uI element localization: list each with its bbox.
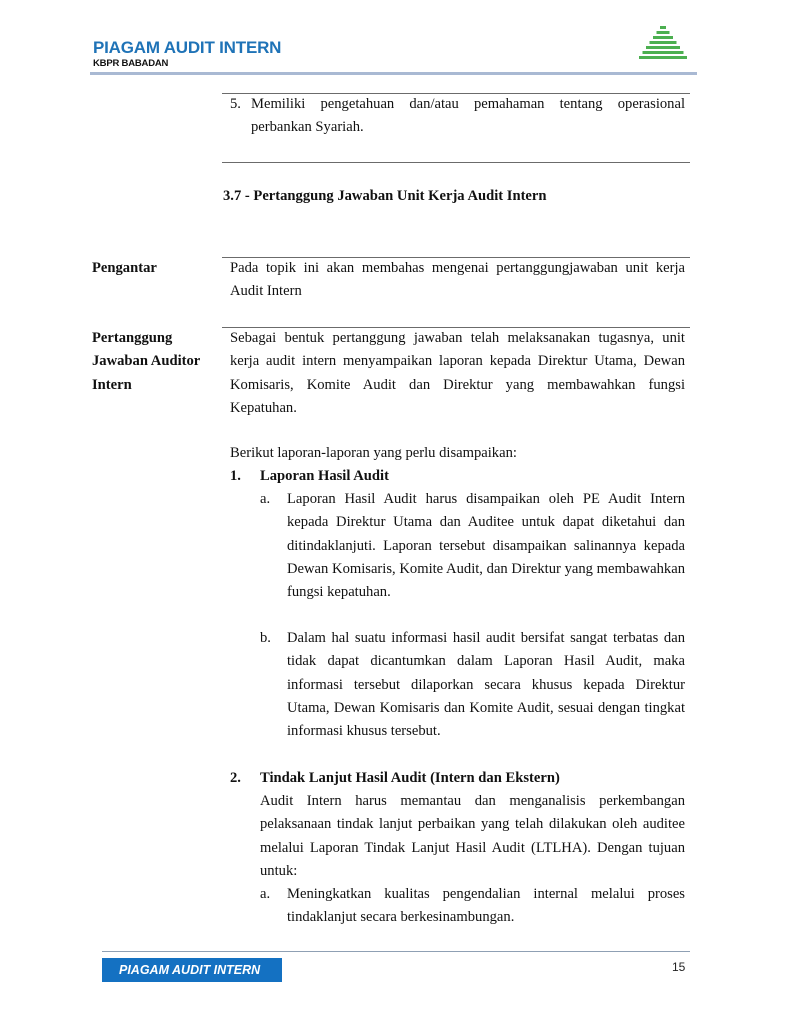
label-line: Jawaban Auditor [92, 353, 201, 370]
list-item-title: Tindak Lanjut Hasil Audit (Intern dan Ekstern) [260, 770, 560, 786]
list-item-title: Laporan Hasil Audit [260, 468, 389, 484]
subitem-letter: a. [260, 886, 271, 902]
section-divider [222, 162, 690, 163]
continued-item-text: Memiliki pengetahuan dan/atau pemahaman tentang operasional perbankan Syariah. [251, 96, 685, 136]
list-item-description: Audit Intern harus memantau dan menganalisis perkembangan pelaksanaan tindak lanjut perbaikan yang telah dilakukan oleh auditee melalui Laporan Tindak Lanjut Hasil Audit (LTLHA). Dengan tujuan untuk: [260, 793, 685, 879]
list-number: 2. [230, 770, 241, 786]
subitem-text: Dalam hal suatu informasi hasil audit bersifat sangat terbatas dan tidak dapat dicantumkan dalam Laporan Hasil Audit, maka informasi tersebut dilaporkan secara khusus kepada Direktur Utama, Dewan Komisaris dan Komite Audit, sesuai dengan tingkat informasi khusus tersebut. [287, 630, 685, 740]
pyramid-logo-icon [636, 24, 690, 64]
list-intro: Berikut laporan-laporan yang perlu disampaikan: [230, 445, 517, 461]
subitem-letter: a. [260, 491, 271, 507]
label-line: Intern [92, 376, 132, 393]
responsibility-label [92, 327, 200, 397]
subitem-text: Meningkatkan kualitas pengendalian internal melalui proses tindaklanjut secara berkesinambungan. [287, 886, 685, 926]
footer-divider [102, 951, 690, 952]
organization-name: KBPR BABADAN [93, 58, 169, 69]
subitem-text: Laporan Hasil Audit harus disampaikan oleh PE Audit Intern kepada Direktur Utama dan Auditee untuk dapat diketahui dan ditindaklanjuti. Laporan tersebut disampaikan salinannya kepada Dewan Komisaris, Komite Audit, dan Direktur yang membawahkan fungsi kepatuhan. [287, 491, 685, 601]
document-title: PIAGAM AUDIT INTERN [93, 38, 282, 57]
item-number: 5. [230, 96, 241, 112]
header-divider [90, 72, 697, 75]
section-heading: 3.7 - Pertanggung Jawaban Unit Kerja Audit Intern [223, 188, 547, 204]
intro-text: Pada topik ini akan membahas mengenai pertanggungjawaban unit kerja Audit Intern [230, 260, 685, 300]
page-number: 15 [672, 960, 686, 974]
responsibility-paragraph: Sebagai bentuk pertanggung jawaban telah melaksanakan tugasnya, unit kerja audit intern menyampaikan laporan kepada Direktur Utama, Dewan Komisaris, Komite Audit dan Direktur yang membawahkan fungsi Kepatuhan. [230, 330, 685, 416]
subitem-letter: b. [260, 630, 271, 646]
intro-label: Pengantar [92, 260, 157, 276]
footer-label: PIAGAM AUDIT INTERN [102, 958, 282, 982]
label-line: Pertanggung [92, 330, 173, 346]
list-number: 1. [230, 468, 241, 484]
